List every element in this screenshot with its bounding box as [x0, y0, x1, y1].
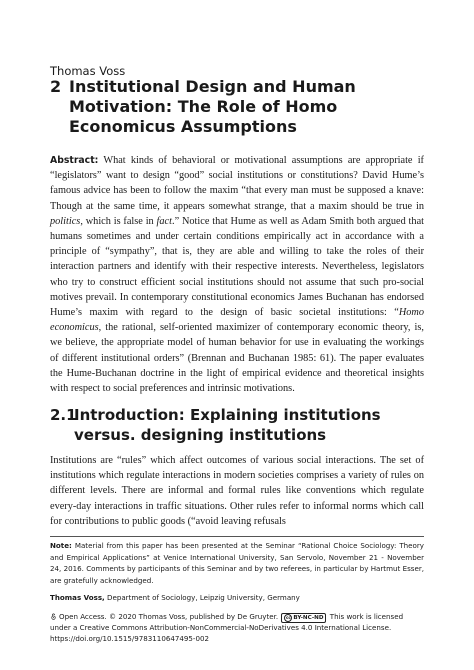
abstract-text-1: What kinds of behavioral or motivational assumptions are appropriate if “legislators” want to design “good” social institutions or constitutions? David Hume’s famous advice has been to follow the maxim “that every man must be supposed a knave: Though at the same time, it appears somewhat strange, that a maxim should be true in: [50, 155, 424, 212]
open-access-icon: [50, 613, 57, 620]
doi-link[interactable]: https://doi.org/10.1515/9783110647495-002: [50, 633, 210, 643]
author-affiliation: [50, 592, 424, 603]
abstract-text-3: .” Notice that Hume as well as Adam Smith both argued that humans sometimes and under certain conditions empirically act in accordance with a principle of “sympathy”, that is, they are able and willing to take the roles of their interaction partners and identify with their respective interests. Nevertheless, legislators who try to construct efficient social institutions should not assume that such pro-social motives prevail. In contemporary constitutional economics James Buchanan has endorsed Hume’s maxim with regard to the design of basic societal institutions: “: [50, 215, 424, 319]
footnote-divider: [50, 536, 424, 537]
cc-badge-label: BY-NC-ND: [293, 615, 324, 621]
chapter-title: Institutional Design and Human Motivation: The Role of Homo Economicus Assumptions: [69, 77, 356, 136]
abstract-emphasis-fact: fact: [156, 215, 172, 227]
affiliation-text: Department of Sociology, Leipzig University, Germany: [104, 593, 300, 602]
creative-commons-icon: cc: [286, 615, 291, 620]
abstract-text-4: , the rational, self-oriented maximizer of contemporary economic theory, is, we believe, the appropriate model of human behavior for use in evaluating the workings of different institutional orders” (Brennan and Buchanan 1985: 61). The paper evaluates the Hume-Buchanan doctrine in the light of empirical evidence and theoretical insights with respect to social preferences and intrinsic motivations.: [50, 322, 424, 395]
abstract-emphasis-homo-economicus: Homo economicus: [50, 307, 424, 334]
abstract-label: Abstract:: [50, 155, 99, 166]
author-name: Thomas Voss: [50, 64, 126, 78]
body-paragraph: Institutions are “rules” which affect outcomes of various social interactions. The set of institutions which regulate interactions in modern societies comprises a variety of rules on different levels. There are informal and formal rules like conventions which regulate every-day interactions in traffic situations. Other rules refer to informal norms which call for contributions to public goods (“avoid leaving refusals: [50, 455, 424, 527]
abstract: [50, 153, 424, 396]
affiliation-name: Thomas Voss,: [50, 593, 105, 602]
abstract-text-2: , which is false in: [80, 215, 157, 227]
section-title: Introduction: Explaining institutions versus. designing institutions: [74, 406, 381, 444]
license-notice: [50, 612, 424, 645]
license-text-1: Open Access. © 2020 Thomas Voss, published by De Gruyter.: [59, 612, 279, 621]
chapter-number: 2: [50, 77, 62, 96]
section-number: 2.1: [50, 406, 77, 424]
license-text-2: This work is licensed under a Creative Commons Attribution-NonCommercial-NoDerivatives 4.0 International License.: [50, 612, 404, 632]
cc-license-badge: [281, 613, 326, 623]
note-label: Note:: [50, 541, 72, 550]
abstract-emphasis-politics: politics: [50, 215, 81, 227]
footnote-note: [50, 540, 424, 586]
note-text: Material from this paper has been presented at the Seminar “Rational Choice Sociology: Theory and Empirical Applications” at Venice International University, San Servolo, November 21 - November 24, 2016. Comments by participants of this Seminar and by two referees, in particular by Hartmut Esser, are gratefully acknowledged.: [50, 541, 424, 585]
